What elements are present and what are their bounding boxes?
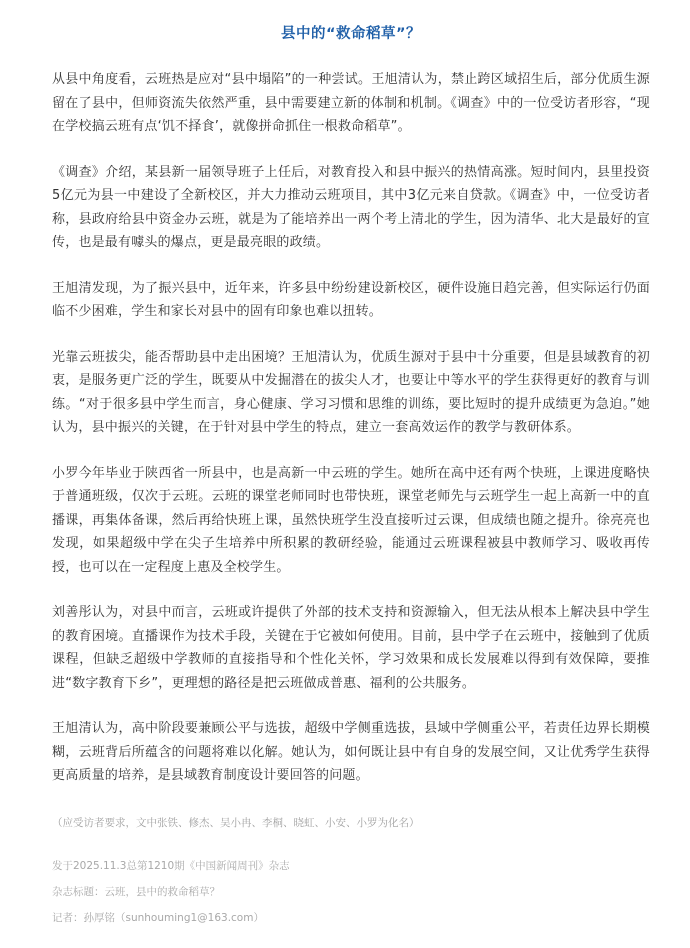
article-paragraph-3: 王旭清发现，为了振兴县中，近年来，许多县中纷纷建设新校区，硬件设施日趋完善，但实际运行仍面临不少困难，学生和家长对县中的固有印象也难以扭转。 <box>52 280 650 319</box>
article-title: 县中的“救命稻草”？ <box>280 26 422 42</box>
article-paragraph-1: 从县中角度看，云班热是应对“县中塌陷”的一种尝试。王旭清认为，禁止跨区域招生后，部分优质生源留在了县中，但师资流失依然严重，县中需要建立新的体制和机制。《调查》中的一位受访者形容，“现在学校搞云班有点‘饥不择食’，就像拼命抓住一根救命稻草”。 <box>52 72 650 134</box>
article-meta <box>52 858 650 926</box>
article-paragraph-6: 刘善彤认为，对县中而言，云班或许提供了外部的技术支持和资源输入，但无法从根本上解决县中学生的教育困境。直播课作为技术手段，关键在于它被如何使用。目前，县中学子在云班中，接触到了优质课程，但缺乏超级中学教师的直接指导和个性化关怀，学习效果和成长发展难以得到有效保障，要推进“数字教育下乡”，更理想的路径是把云班做成普惠、福利的公共服务。 <box>52 605 650 691</box>
article-paragraph-5: 小罗今年毕业于陕西省一所县中，也是高新一中云班的学生。她所在高中还有两个快班，上课进度略快于普通班级，仅次于云班。云班的课堂老师同时也带快班，课堂老师先与云班学生一起上高新一中的直播课，再集体备课，然后再给快班上课，虽然快班学生没直接听过云课，但成绩也随之提升。徐亮亮也发现，如果超级中学在尖子生培养中所积累的教研经验，能通过云班课程被县中教师学习、吸收再传授，也可以在一定程度上惠及全校学生。 <box>52 465 650 575</box>
article-paragraph-4: 光靠云班拔尖，能否帮助县中走出困境？王旭清认为，优质生源对于县中十分重要，但是县域教育的初衷，是服务更广泛的学生，既要从中发掘潜在的拔尖人才，也要让中等水平的学生获得更好的教育与训练。“对于很多县中学生而言，身心健康、学习习惯和思维的训练，要比短时的提升成绩更为急迫。”她认为，县中振兴的关键，在于针对县中学生的特点，建立一套高效运作的教学与教研体系。 <box>52 349 650 435</box>
magazine-title: 杂志标题：云班，县中的救命稻草？ <box>52 885 220 898</box>
publication-info: 发于2025.11.3总第1210期《中国新闻周刊》杂志 <box>52 859 290 872</box>
article-paragraph-7: 王旭清认为，高中阶段要兼顾公平与选拔，超级中学侧重选拔，县域中学侧重公平，若责任边界长期模糊，云班背后所蕴含的问题将难以化解。她认为，如何既让县中有自身的发展空间，又让优秀学生获得更高质量的培养，是县域教育制度设计要回答的问题。 <box>52 721 650 783</box>
pseudonym-note: （应受访者要求，文中张铁、修杰、吴小冉、李桐、晓虹、小安、小罗为化名） <box>52 816 420 829</box>
article-paragraph-2: 《调查》介绍，某县新一届领导班子上任后，对教育投入和县中振兴的热情高涨。短时间内，县里投资5亿元为县一中建设了全新校区，并大力推动云班项目，其中3亿元来自贷款。《调查》中，一位受访者称，县政府给县中资金办云班，就是为了能培养出一两个考上清北的学生，因为清华、北大是最好的宣传，也是最有噱头的爆点，更是最亮眼的政绩。 <box>52 164 650 250</box>
reporter-info: 记者：孙厚铭（sunhouming1@163.com） <box>52 911 264 924</box>
